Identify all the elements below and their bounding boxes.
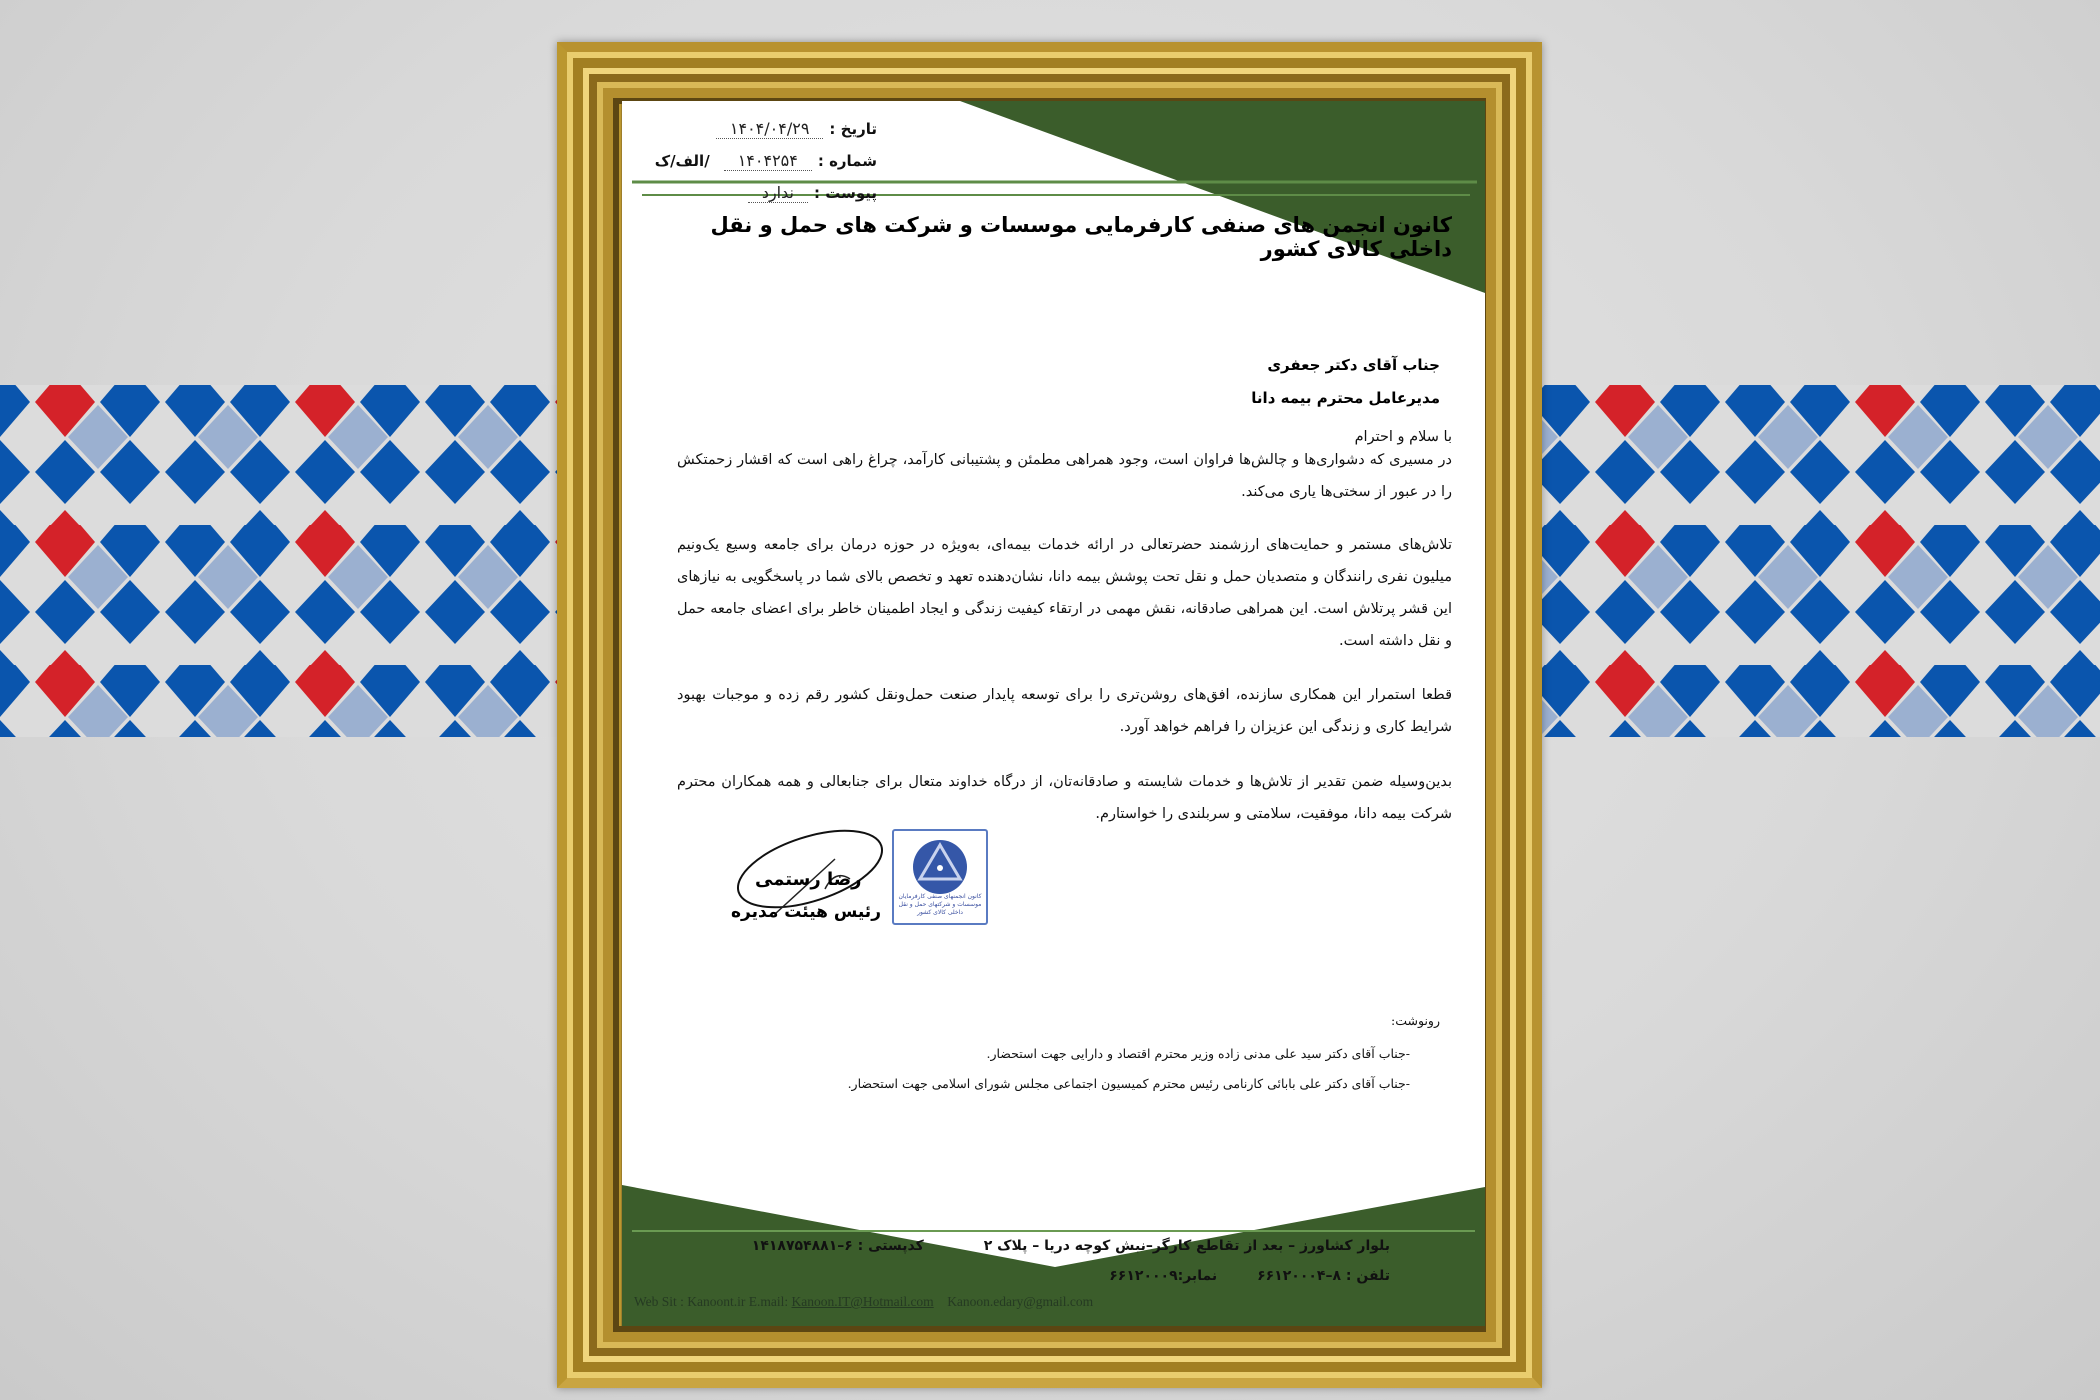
footer-fax: نمابر:۶۶۱۲۰۰۰۹ — [1109, 1268, 1218, 1284]
cc-item-2: -جناب آقای دکتر علی بابائی کارنامی رئیس محترم کمیسیون اجتماعی مجلس شورای اسلامی جهت استحضار. — [847, 1076, 1410, 1091]
footer-web-prefix: Web Sit : Kanoont.ir E.mail: — [634, 1294, 789, 1309]
date-value: ۱۴۰۴/۰۴/۲۹ — [716, 119, 824, 139]
footer-phone: تلفن : ۸–۶۶۱۲۰۰۰۴ — [1257, 1268, 1390, 1284]
number-value: ۱۴۰۴۲۵۴ — [724, 151, 812, 171]
letter-paragraph-2: تلاش‌های مستمر و حمایت‌های ارزشمند حضرتعالی در ارائه خدمات بیمه‌ای، به‌ویژه در حوزه درمان برای جامعه وسیع یک‌ونیم میلیون نفری رانندگان و متصدیان حمل و نقل تحت پوشش بیمه دانا، نشان‌دهنده تعهد و تخصص بالای شما در پاسخگویی به نیازهای این قشر پرتلاش است. این همراهی صادقانه، نقش مهمی در ارتقاء کیفیت زندگی و ایجاد اطمینان خاطر برای اعضای جامعه حمل و نقل داشته است. — [677, 537, 1452, 649]
footer-address: بلوار کشاورز – بعد از تقاطع کارگر–نبش کوچه دریا – پلاک ۲ — [983, 1238, 1390, 1254]
cc-item-1: -جناب آقای دکتر سید علی مدنی زاده وزیر محترم اقتصاد و دارایی جهت استحضار. — [986, 1046, 1410, 1061]
letter-paragraph-3: قطعا استمرار این همکاری سازنده، افق‌های روشن‌تری را برای توسعه پایدار صنعت حمل‌ونقل کشور رقم زده و موجبات بهبود شرایط کاری و زندگی این عزیزان را فراهم خواهد آورد. — [677, 687, 1452, 735]
date-label: تاریخ : — [829, 120, 877, 138]
signatory-name: رضا رستمی — [755, 869, 862, 890]
footer-contact-row — [1109, 1268, 1390, 1284]
stamp-logo-icon — [910, 837, 970, 897]
signature-block — [725, 829, 881, 949]
letter-meta — [655, 119, 877, 215]
footer-address-row — [752, 1238, 1390, 1254]
letter-paragraph-4: بدین‌وسیله ضمن تقدیر از تلاش‌ها و خدمات شایسته و صادقانه‌تان، از درگاه خداوند متعال برای جنابعالی و همه همکاران محترم شرکت بیمه دانا، موفقیت، سلامتی و سربلندی را خواستارم. — [677, 774, 1452, 822]
number-suffix: /الف/ک — [654, 152, 710, 170]
footer-postal-code: کدپستی : ۶–۱۴۱۸۷۵۴۸۸۱ — [751, 1238, 924, 1254]
stamp-text: کانون انجمنهای صنفی کارفرمایان موسسات و شرکتهای حمل و نقل داخلی کالای کشور — [898, 893, 982, 916]
signatory-title: رئیس هیئت مدیره — [731, 902, 881, 922]
official-letter — [622, 101, 1485, 1326]
attachment-label: پیوست : — [813, 184, 877, 202]
recipient-name: جناب آقای دکتر جعفری — [1267, 356, 1440, 374]
organization-stamp — [892, 829, 988, 925]
letter-greeting: با سلام و احترام — [1354, 429, 1452, 445]
letter-paragraph-1: در مسیری که دشواری‌ها و چالش‌ها فراوان است، وجود همراهی مطمئن و پشتیبانی کارآمد، چراغ راهی است که اقشار زحمتکش را در عبور از سختی‌ها یاری می‌کند. — [677, 452, 1452, 500]
header-green-triangle — [960, 101, 1485, 293]
recipient-position: مدیرعامل محترم بیمه دانا — [1251, 389, 1440, 407]
footer-email-gmail[interactable]: Kanoon.edary@gmail.com — [947, 1294, 1094, 1309]
number-row — [655, 151, 877, 183]
footer-email-hotmail[interactable]: Kanoon.IT@Hotmail.com — [791, 1294, 934, 1309]
date-row — [655, 119, 877, 151]
number-label: شماره : — [817, 152, 877, 170]
attachment-row — [655, 183, 877, 215]
cc-label: رونوشت: — [1391, 1013, 1440, 1028]
recipient-block — [1251, 349, 1440, 415]
organization-title: کانون انجمن های صنفی کارفرمایی موسسات و شرکت های حمل و نقل داخلی کالای کشور — [710, 213, 1452, 261]
footer-web-row — [634, 1294, 1093, 1310]
attachment-value: ندارد — [748, 183, 808, 203]
